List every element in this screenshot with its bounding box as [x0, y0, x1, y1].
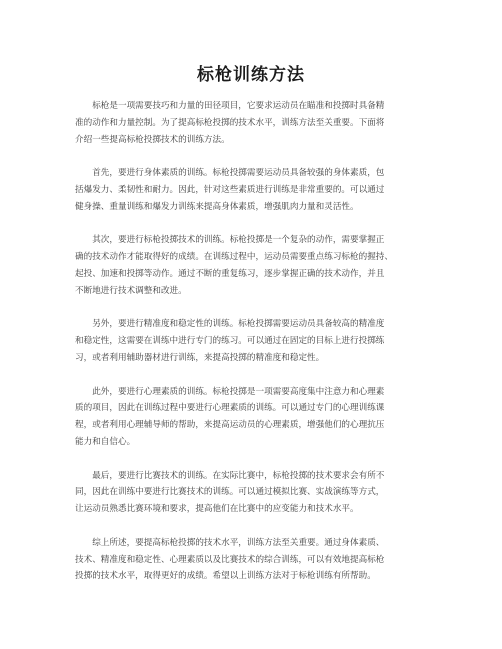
paragraph-accuracy-training: 另外，要进行精准度和稳定性的训练。标枪投掷需要运动员具备较高的精准度 和稳定性，这需要在训练中进行专门的练习。可以通过在固定的目标上进行投掷练 习，或者利用辅助器材进行训练，来提高投掷的精准度和稳定性。	[75, 319, 385, 363]
paragraph-technique-training: 其次，要进行标枪投掷技术的训练。标枪投掷是一个复杂的动作，需要掌握正 确的技术动作才能取得好的成绩。在训练过程中，运动员需要重点练习标枪的握持、 起投、加速和投掷等动作。通过不断的重复练习，逐步掌握正确的技术动作，并且 不断地进行技术调整和改进。	[75, 235, 393, 296]
paragraph-intro: 标枪是一项需要技巧和力量的田径项目，它要求运动员在瞄准和投掷时具备精 准的动作和力量控制。为了提高标枪投掷的技术水平，训练方法至关重要。下面将 介绍一些提高标枪投掷技术的训练方法。	[75, 101, 385, 145]
paragraph-conclusion: 综上所述，要提高标枪投掷的技术水平，训练方法至关重要。通过身体素质、 技术、精准度和稳定性、心理素质以及比赛技术的综合训练，可以有效地提高标枪 投掷的技术水平，取得更好的成绩。希望以上训练方法对于标枪训练有所帮助。	[75, 537, 385, 582]
paragraph-physical-training: 首先，要进行身体素质的训练。标枪投掷需要运动员具备较强的身体素质，包 括爆发力、柔韧性和耐力。因此，针对这些素质进行训练是非常重要的。可以通过 健身操、重量训练和爆发力训练来提高身体素质，增强肌肉力量和灵活性。	[75, 168, 385, 212]
paragraph-competition-training: 最后，要进行比赛技术的训练。在实际比赛中，标枪投掷的技术要求会有所不 同，因此在训练中要进行比赛技术的训练。可以通过模拟比赛、实战演练等方式， 让运动员熟悉比赛环境和要求，提高他们在比赛中的应变能力和技术水平。	[75, 470, 385, 515]
document-body	[75, 98, 431, 602]
paragraph-mental-training: 此外，要进行心理素质的训练。标枪投掷是一项需要高度集中注意力和心理素 质的项目，因此在训练过程中要进行心理素质的训练。可以通过专门的心理训练课 程，或者利用心理辅导师的帮助，来提高运动员的心理素质，增强他们的心理抗压 能力和自信心。	[75, 386, 385, 447]
document-title: 标枪训练方法	[197, 65, 305, 85]
